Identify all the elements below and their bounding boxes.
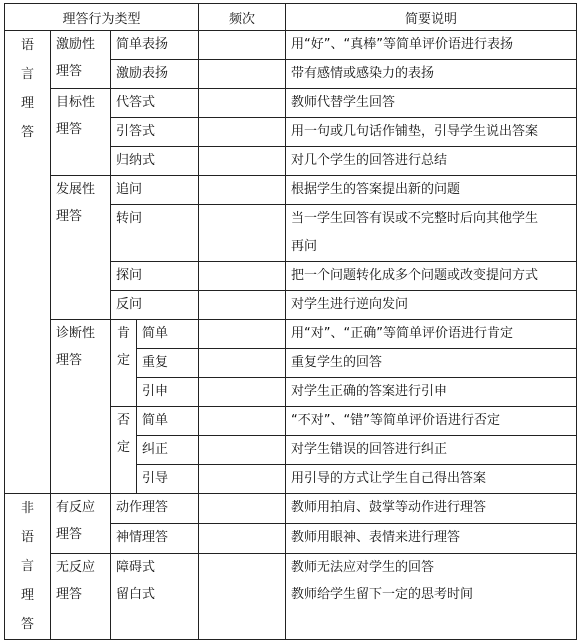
- table-row: [5, 31, 577, 60]
- description-cell: 教师代替学生回答: [286, 89, 577, 118]
- description-cell: 教师用眼神、表情来进行理答: [286, 524, 577, 554]
- description-cell: 对学生错误的回答进行纠正: [286, 436, 577, 465]
- description-cell: 用“好”、“真棒”等简单评价语进行表扬: [286, 31, 577, 60]
- item-cell: 引申: [137, 378, 199, 407]
- frequency-cell: [199, 349, 286, 378]
- frequency-cell: [199, 291, 286, 320]
- frequency-cell: [199, 407, 286, 436]
- frequency-cell: [199, 118, 286, 147]
- description-cell: 教师无法应对学生的回答 教师给学生留下一定的思考时间: [286, 554, 577, 640]
- table-row: [5, 494, 577, 524]
- table-row: [5, 89, 577, 118]
- description-cell: 用引导的方式让学生自己得出答案: [286, 465, 577, 494]
- item-cell: 转问: [111, 205, 199, 262]
- group-verbal: 语 言 理 答: [5, 31, 51, 494]
- description-cell: 根据学生的答案提出新的问题: [286, 176, 577, 205]
- teacher-response-table: [4, 3, 577, 640]
- frequency-cell: [199, 494, 286, 524]
- description-cell: 对几个学生的回答进行总结: [286, 147, 577, 176]
- frequency-cell: [199, 147, 286, 176]
- item-cell: 重复: [137, 349, 199, 378]
- item-cell: 激励表扬: [111, 60, 199, 89]
- table-row: [5, 320, 577, 349]
- category-noreact: 无反应 理答: [51, 554, 111, 640]
- header-row: [5, 4, 577, 31]
- item-cell: 简单: [137, 320, 199, 349]
- item-cell: 简单表扬: [111, 31, 199, 60]
- group-nonverbal: 非 语 言 理 答: [5, 494, 51, 640]
- subcategory-affirm: 肯 定: [111, 320, 137, 407]
- description-cell: 当一学生回答有误或不完整时后向其他学生 再问: [286, 205, 577, 262]
- frequency-cell: [199, 176, 286, 205]
- item-cell: 简单: [137, 407, 199, 436]
- frequency-cell: [199, 465, 286, 494]
- item-cell: 代答式: [111, 89, 199, 118]
- frequency-cell: [199, 524, 286, 554]
- description-cell: 用一句或几句话作铺垫，引导学生说出答案: [286, 118, 577, 147]
- description-cell: 对学生进行逆向发问: [286, 291, 577, 320]
- category-react: 有反应 理答: [51, 494, 111, 554]
- frequency-cell: [199, 205, 286, 262]
- table-row: [5, 176, 577, 205]
- item-cell: 障碍式 留白式: [111, 554, 199, 640]
- item-cell: 引答式: [111, 118, 199, 147]
- category-diagnose: 诊断性 理答: [51, 320, 111, 494]
- frequency-cell: [199, 60, 286, 89]
- description-cell: 用“对”、“正确”等简单评价语进行肯定: [286, 320, 577, 349]
- header-type: 理答行为类型: [5, 4, 199, 31]
- frequency-cell: [199, 320, 286, 349]
- category-incentive: 激励性 理答: [51, 31, 111, 89]
- description-cell: 对学生正确的答案进行引申: [286, 378, 577, 407]
- item-cell: 探问: [111, 262, 199, 291]
- description-cell: 重复学生的回答: [286, 349, 577, 378]
- subcategory-negate: 否 定: [111, 407, 137, 494]
- frequency-cell: [199, 89, 286, 118]
- item-cell: 反问: [111, 291, 199, 320]
- frequency-cell: [199, 436, 286, 465]
- category-target: 目标性 理答: [51, 89, 111, 176]
- frequency-cell: [199, 378, 286, 407]
- table-row: [5, 554, 577, 640]
- header-frequency: 频次: [199, 4, 286, 31]
- item-cell: 引导: [137, 465, 199, 494]
- item-cell: 追问: [111, 176, 199, 205]
- frequency-cell: [199, 262, 286, 291]
- item-cell: 归纳式: [111, 147, 199, 176]
- description-cell: 带有感情或感染力的表扬: [286, 60, 577, 89]
- item-cell: 纠正: [137, 436, 199, 465]
- header-description: 简要说明: [286, 4, 577, 31]
- item-cell: 神情理答: [111, 524, 199, 554]
- description-cell: “不对”、“错”等简单评价语进行否定: [286, 407, 577, 436]
- category-develop: 发展性 理答: [51, 176, 111, 320]
- description-cell: 把一个问题转化成多个问题或改变提问方式: [286, 262, 577, 291]
- frequency-cell: [199, 31, 286, 60]
- frequency-cell: [199, 554, 286, 640]
- item-cell: 动作理答: [111, 494, 199, 524]
- description-cell: 教师用拍肩、鼓掌等动作进行理答: [286, 494, 577, 524]
